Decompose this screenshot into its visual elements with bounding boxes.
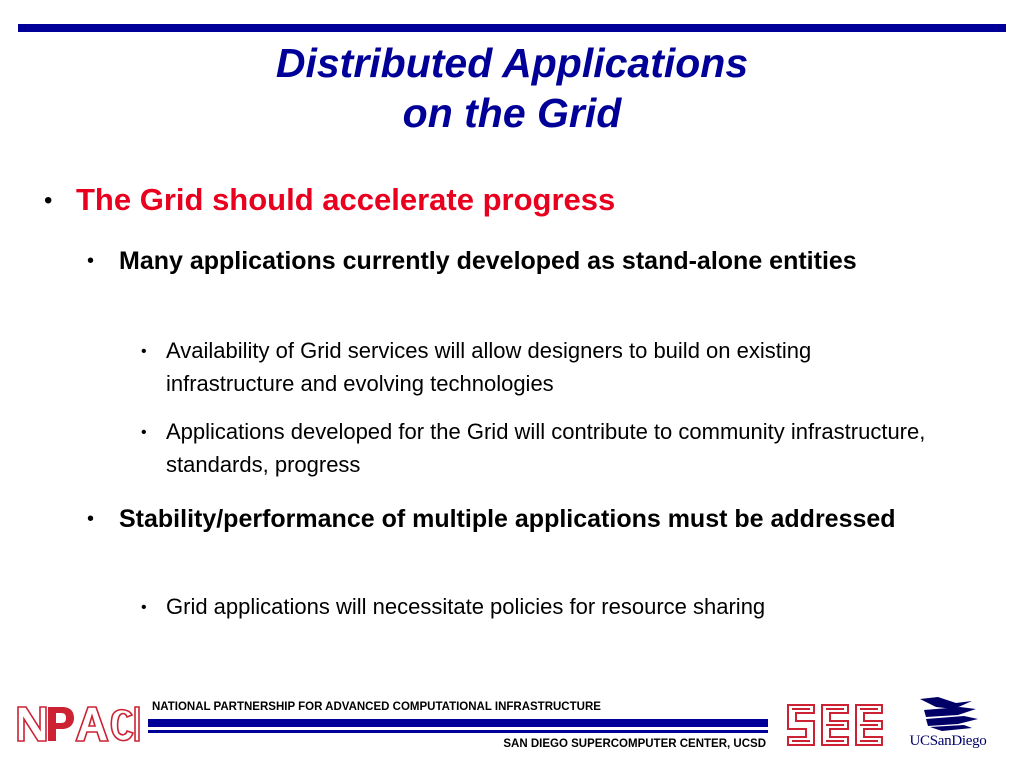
bullet-level3 xyxy=(141,415,941,481)
bullet-text: Applications developed for the Grid will contribute to community infrastructure, standards, progress xyxy=(166,419,926,477)
bullet-level3 xyxy=(141,334,941,400)
title-line-2: on the Grid xyxy=(402,90,622,136)
bullet-text: Availability of Grid services will allow designers to build on existing infrastructure and evolving technologies xyxy=(166,338,812,396)
bullet-dot: • xyxy=(44,187,53,214)
top-rule xyxy=(18,24,1006,32)
bullet-level1 xyxy=(44,180,944,220)
bullet-level3 xyxy=(141,590,941,623)
bullet-level2 xyxy=(87,500,937,538)
bullet-text: Many applications currently developed as stand-alone entities xyxy=(119,247,857,275)
slide-title xyxy=(0,38,1024,138)
bullet-dot: • xyxy=(141,424,147,441)
footer-rule-thick xyxy=(148,719,768,727)
ucsd-logo xyxy=(898,695,998,755)
bullet-dot: • xyxy=(141,343,147,360)
bullet-dot: • xyxy=(141,599,147,616)
bullet-text: Grid applications will necessitate policies for resource sharing xyxy=(166,594,766,619)
bullet-dot: • xyxy=(87,508,95,530)
sdsc-logo xyxy=(786,701,886,749)
bullet-level2 xyxy=(87,242,937,280)
title-line-1: Distributed Applications xyxy=(275,40,749,86)
footer-org-top: NATIONAL PARTNERSHIP FOR ADVANCED COMPUTATIONAL INFRASTRUCTURE xyxy=(152,701,601,713)
ucsd-emblem-icon xyxy=(898,695,998,735)
footer-rule-thin xyxy=(148,730,768,733)
bullet-text: Stability/performance of multiple applications must be addressed xyxy=(119,505,896,533)
npaci-logo xyxy=(16,699,140,747)
bullet-text: The Grid should accelerate progress xyxy=(76,182,616,217)
footer-org-bottom: SAN DIEGO SUPERCOMPUTER CENTER, UCSD xyxy=(503,738,766,750)
bullet-dot: • xyxy=(87,250,95,272)
ucsd-wordmark: UCSanDiego xyxy=(909,733,987,749)
